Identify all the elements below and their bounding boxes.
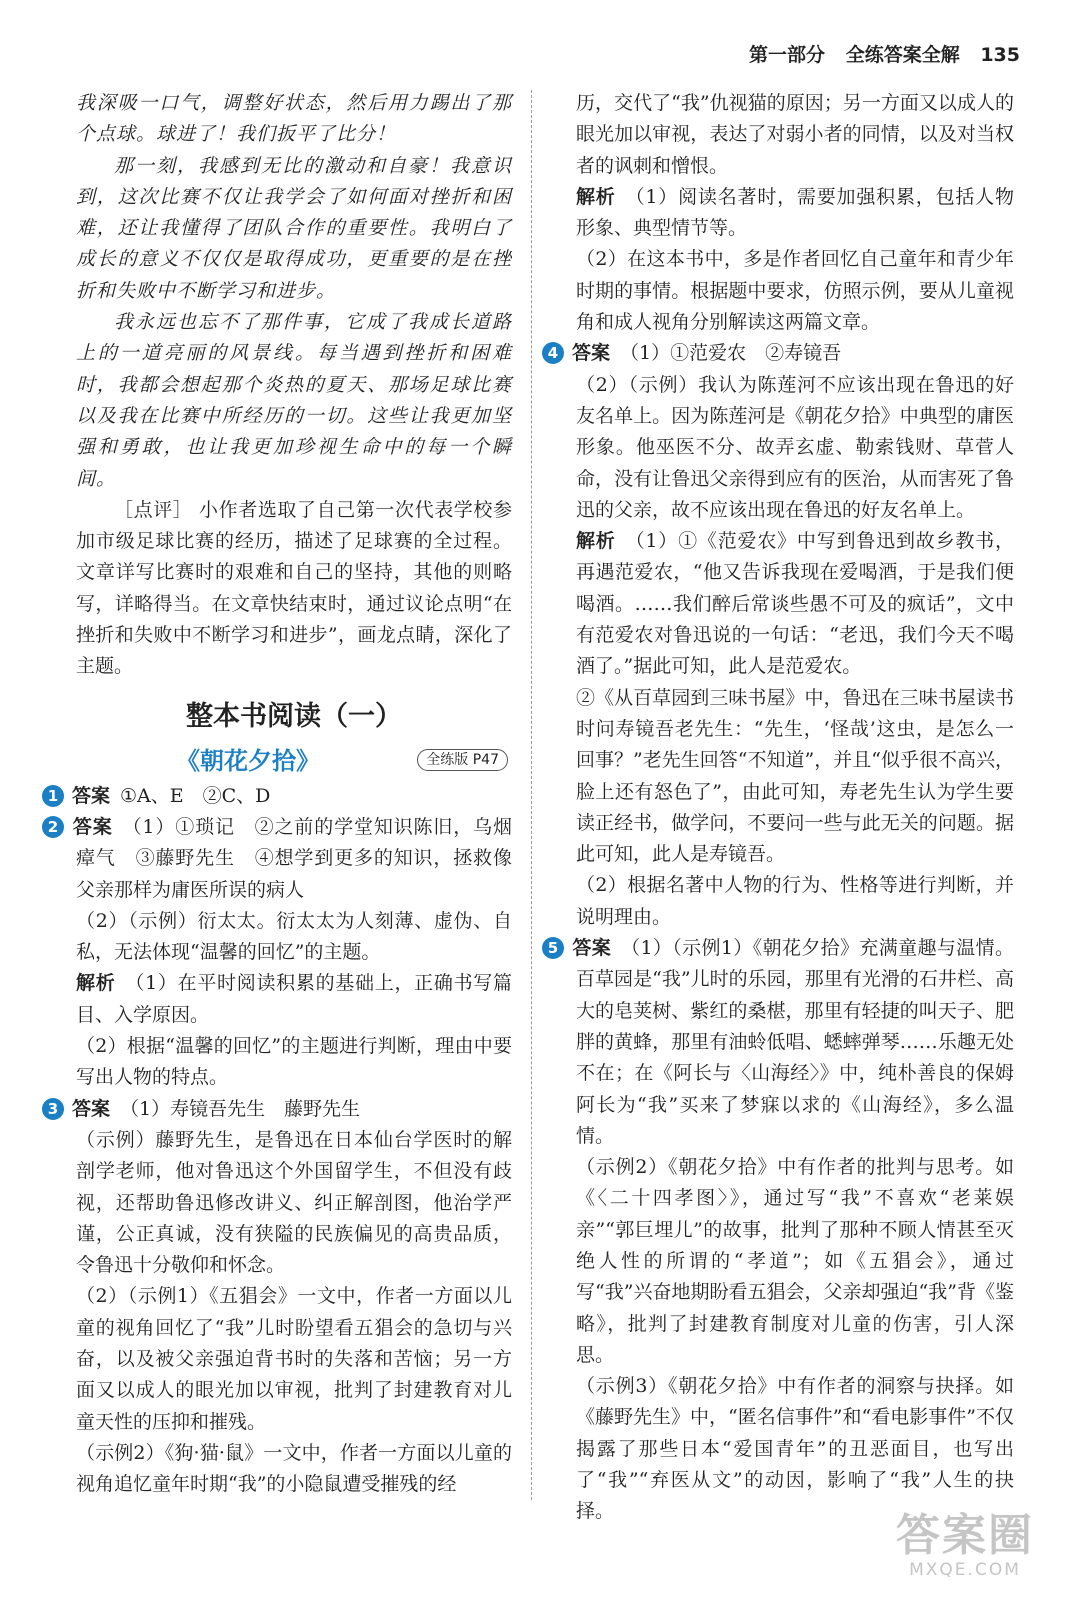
answer-text: （示例2）《狗·猫·鼠》一文中，作者一方面以儿童的视角追忆童年时期“我”的小隐鼠遭受摧残的经 [76, 1441, 512, 1496]
answer-text: （示例3）《朝花夕拾》中有作者的洞察与抉择。如《藤野先生》中，“匿名信事件”和“看电影事件”不仅揭露了那些日本“爱国青年”的丑恶面目，也写出了“我”“弃医从文”的动因，影响了“我”人生的抉择。 [576, 1375, 1014, 1523]
answer-text: （2）（示例）衍太太。衍太太为人刻薄、虚伪、自私，无法体现“温馨的回忆”的主题。 [76, 909, 512, 964]
answer-text: （1）（示例1）《朝花夕拾》充满童趣与温情。百草园是“我”儿时的乐园，那里有光滑的石井栏、高大的皂荚树、紫红的桑椹，那里有轻捷的叫天子、肥胖的黄蜂，那里有油蛉低唱、蟋蟀弹琴……乐趣无处不在；在《阿长与〈山海经〉》中，纯朴善良的保姆阿长为“我”买来了梦寐以求的《山海经》，多么温情。 [576, 937, 1014, 1147]
book-title: 《朝花夕拾》 [176, 746, 320, 775]
question-number-badge: 3 [42, 1098, 64, 1120]
analysis-label: 解析 [76, 972, 116, 995]
answer-label: 答案 [72, 815, 113, 838]
right-column [547, 88, 1014, 1528]
question-number-badge: 2 [42, 816, 64, 838]
analysis-text: （2）根据名著中人物的行为、性格等进行判断，并说明理由。 [576, 874, 1014, 928]
header-section: 全练答案全解 [845, 44, 960, 66]
essay-paragraph: 我永远也忘不了那件事，它成了我成长道路上的一道亮丽的风景线。每当遇到挫折和困难时，我都会想起那个炎热的夏天、那场足球比赛以及我在比赛中所经历的一切。这些让我更加坚强和勇敢，也让我更加珍视生命中的每一个瞬间。 [76, 311, 512, 490]
analysis-text: （1）①《范爱农》中写到鲁迅到故乡教书，再遇范爱农，“他又告诉我现在爱喝酒，于是我们便喝酒。……我们醉后常谈些愚不可及的疯话”，文中有范爱农对鲁迅说的一句话：“老迅，我们今天不喝酒了。”据此可知，此人是范爱农。 [576, 530, 1014, 678]
watermark [880, 1512, 1050, 1580]
analysis-text: ②《从百草园到三味书屋》中，鲁迅在三味书屋读书时问寿镜吾老先生：“先生，‘怪哉’这虫，是怎么一回事？”老先生回答“不知道”，并且“似乎很不高兴，脸上还有怒色了”，由此可知，寿老先生认为学生要读正经书，做学问，不要问一些与此无关的问题。据此可知，此人是寿镜吾。 [576, 686, 1014, 866]
answer-text: （2）（示例）我认为陈莲河不应该出现在鲁迅的好友名单上。因为陈莲河是《朝花夕拾》中典型的庸医形象。他巫医不分、故弄玄虚、勒索钱财、草菅人命，没有让鲁迅父亲得到应有的医治，从而害死了鲁迅的父亲，故不应该出现在鲁迅的好友名单上。 [576, 373, 1014, 521]
question-1 [47, 781, 512, 812]
watermark-url: MXQE.COM [909, 1560, 1021, 1580]
question-number-badge: 1 [42, 785, 64, 807]
analysis-text: （2）在这本书中，多是作者回忆自己童年和青少年时期的事情。根据题中要求，仿照示例，要从儿童视角和成人视角分别解读这两篇文章。 [576, 248, 1014, 334]
header-part: 第一部分 [749, 44, 826, 66]
comment-paragraph: ［点评］ 小作者选取了自己第一次代表学校参加市级足球比赛的经历，描述了足球赛的全过程。文章详写比赛时的艰难和自己的坚持，其他的则略写，详略得当。在文章快结束时，通过议论点明“在挫折和失败中不断学习和进步”，画龙点睛，深化了主题。 [76, 498, 512, 678]
answer-text: （示例2）《朝花夕拾》中有作者的批判与思考。如《〈二十四孝图〉》，通过写“我”不喜欢“老莱娱亲”“郭巨埋儿”的故事，批判了那种不顾人情甚至灭绝人性的所谓的“孝道”；如《五猖会》，通过写“我”兴奋地期盼看五猖会，父亲却强迫“我”背《鉴略》，批判了封建教育制度对儿童的伤害，引人深思。 [576, 1156, 1014, 1366]
answer-text: （1）①琐记 ②之前的学堂知识陈旧，乌烟瘴气 ③藤野先生 ④想学到更多的知识，拯救像父亲那样为庸医所误的病人 [76, 815, 512, 901]
analysis-paragraph [576, 182, 1014, 245]
question-5 [547, 933, 1014, 1152]
question-3 [47, 1094, 512, 1125]
question-2 [47, 812, 512, 906]
answer-text: ①A、E ②C、D [120, 784, 271, 807]
answer-label: 答案 [572, 342, 611, 365]
analysis-label: 解析 [576, 185, 616, 208]
analysis-paragraph [76, 968, 512, 1031]
question-number-badge: 4 [542, 342, 564, 364]
answer-label: 答案 [72, 784, 111, 807]
question-4 [547, 338, 1014, 369]
analysis-paragraph [576, 526, 1014, 682]
answer-text: （1）寿镜吾先生 藤野先生 [120, 1097, 361, 1120]
analysis-text: （1）阅读名著时，需要加强积累，包括人物形象、典型情节等。 [576, 185, 1014, 240]
column-divider [531, 90, 532, 1500]
answer-text: （1）①范爱农 ②寿镜吾 [620, 342, 842, 365]
page-number: 135 [980, 44, 1020, 66]
essay-paragraph: 我深吸一口气，调整好状态，然后用力踢出了那个点球。球进了！我们扳平了比分！ [76, 92, 512, 146]
answer-label: 答案 [572, 937, 612, 960]
section-title: 整本书阅读（一） [186, 700, 402, 732]
analysis-label: 解析 [576, 530, 616, 553]
left-column [47, 88, 512, 1500]
analysis-text: （2）根据“温馨的回忆”的主题进行判断，理由中要写出人物的特点。 [76, 1035, 512, 1089]
answer-text: （示例）藤野先生，是鲁迅在日本仙台学医时的解剖学老师，他对鲁迅这个外国留学生，不但没有歧视，还帮助鲁迅修改讲义、纠正解剖图，他治学严谨，公正真诚，没有狭隘的民族偏见的高贵品质，令鲁迅十分敬仰和怀念。 [76, 1128, 512, 1277]
answer-text: （2）（示例1）《五猖会》一文中，作者一方面以儿童的视角回忆了“我”儿时盼望看五猖会的急切与兴奋，以及被父亲强迫背书时的失落和苦恼；另一方面又以成人的眼光加以审视，批判了封建教育对儿童天性的压抑和摧残。 [76, 1285, 512, 1433]
answer-label: 答案 [72, 1097, 111, 1120]
book-title-row [76, 741, 512, 781]
essay-paragraph: 那一刻，我感到无比的激动和自豪！我意识到，这次比赛不仅让我学会了如何面对挫折和困难，还让我懂得了团队合作的重要性。我明白了成长的意义不仅仅是取得成功，更重要的是在挫折和失败中不断学习和进步。 [76, 154, 512, 302]
analysis-text: （1）在平时阅读积累的基础上，正确书写篇目、入学原因。 [76, 972, 512, 1026]
reference-tag: 全练版 P47 [417, 749, 508, 771]
answer-text: 历，交代了“我”仇视猫的原因；另一方面又以成人的眼光加以审视，表达了对弱小者的同情，以及对当权者的讽刺和憎恨。 [576, 92, 1014, 177]
watermark-logo: 答案圈 [896, 1510, 1034, 1561]
page-header [735, 40, 1020, 70]
question-number-badge: 5 [542, 937, 564, 959]
